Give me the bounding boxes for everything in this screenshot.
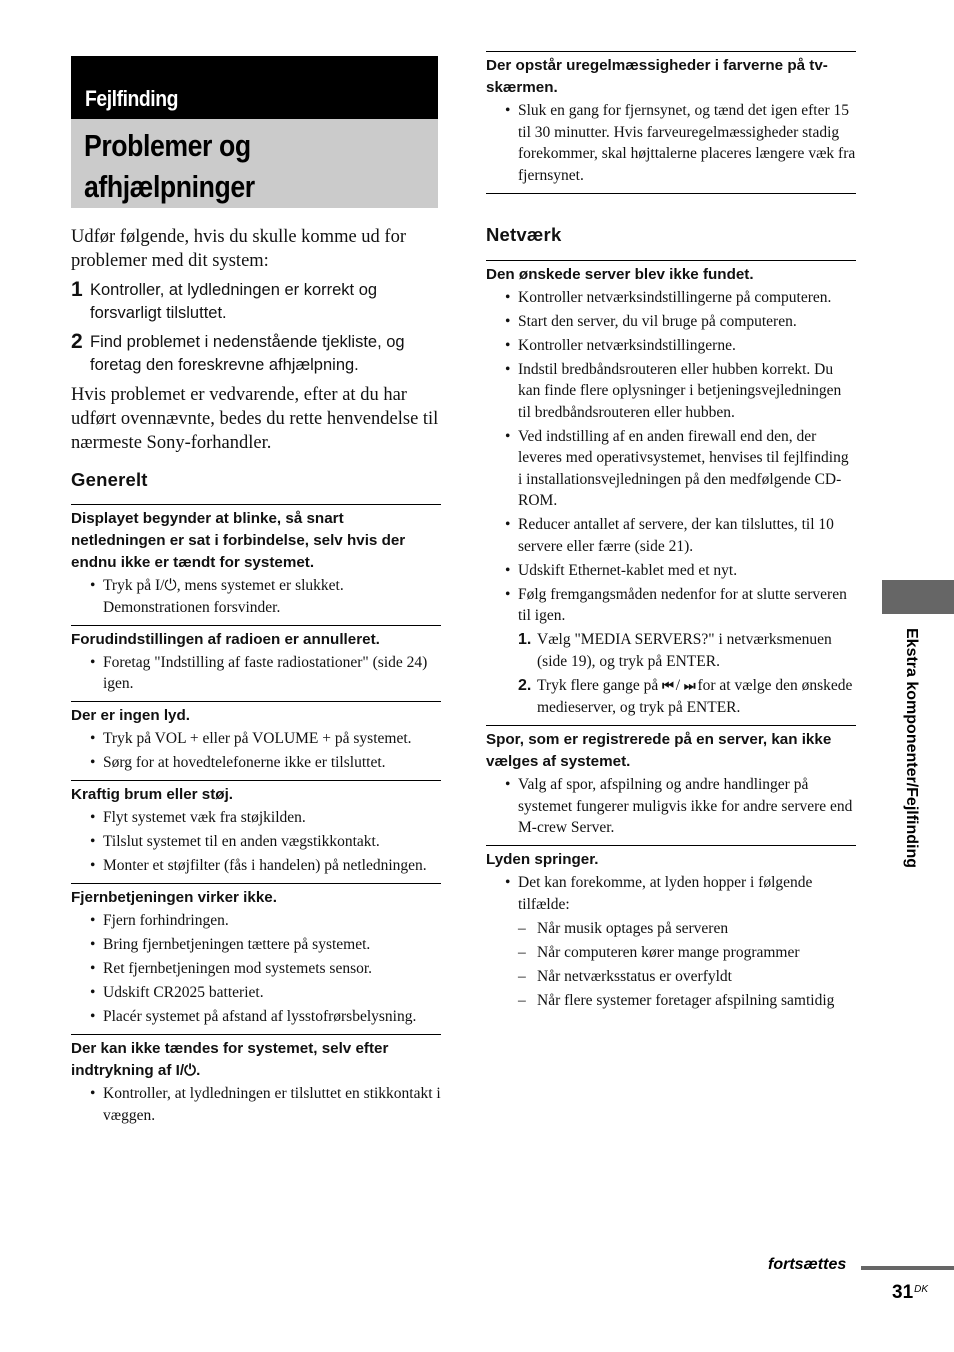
solution-item: • Tilslut systemet til en anden vægstikkontakt. <box>71 831 441 853</box>
solution-item: • Udskift CR2025 batteriet. <box>71 982 441 1004</box>
problem-title: Den ønskede server blev ikke fundet. <box>486 265 754 283</box>
problem-title: Kraftig brum eller støj. <box>71 786 234 803</box>
left-column <box>71 225 441 1133</box>
solution-item: • Placér systemet på afstand af lysstofrørsbelysning. <box>71 1006 441 1028</box>
problem-item <box>71 701 441 780</box>
problem-title: Spor, som er registrerede på en server, kan ikke vælges af systemet. <box>486 731 832 770</box>
continued-label: fortsættes <box>768 1256 847 1273</box>
section-label: Fejlfinding <box>85 86 179 111</box>
page-title <box>71 119 438 208</box>
solution-item: • Udskift Ethernet-kablet med et nyt. <box>486 560 856 582</box>
case-item: – Når netværksstatus er overfyldt <box>486 966 856 988</box>
problem-title: Displayet begynder at blinke, så snart netledningen er sat i forbindelse, selv hvis der endnu ikke er tændt for systemet. <box>71 510 406 571</box>
problem-title: Der kan ikke tændes for systemet, selv efter indtrykning af I/⏻. <box>71 1040 389 1079</box>
solution-item: • Kontroller netværksindstillingerne på computeren. <box>486 287 856 309</box>
page-number <box>892 1282 928 1304</box>
section-heading-netvaerk: Netværk <box>486 223 562 245</box>
section-heading-generelt: Generelt <box>71 469 148 490</box>
page-number-value: 31 <box>892 1282 914 1303</box>
step-number: 2 <box>71 330 83 353</box>
previous-track-icon: ⏮ <box>662 678 672 694</box>
section-label-bar <box>71 56 438 119</box>
solution-item: • Start den server, du vil bruge på computeren. <box>486 311 856 333</box>
after-text: Hvis problemet er vedvarende, efter at du har udført ovennævnte, bedes du rette henvendelse til nærmeste Sony-forhandler. <box>71 385 439 453</box>
problem-item <box>486 260 856 726</box>
page-suffix: DK <box>914 1284 929 1295</box>
title-block <box>71 56 438 208</box>
solution-item: • Kontroller, at lydledningen er tilsluttet en stikkontakt i væggen. <box>71 1083 441 1126</box>
solution-item: • Tryk på VOL + eller på VOLUME + på systemet. <box>71 728 441 750</box>
procedure-step: 2. Tryk flere gange på ⏮ / ⏭ for at vælge den ønskede medieserver, og tryk på ENTER. <box>518 676 853 716</box>
right-column <box>486 51 856 1018</box>
solution-item: • Indstil bredbåndsrouteren eller hubben korrekt. Du kan finde flere oplysninger i betjeningsvejledningen til bredbåndsrouteren eller hubben. <box>486 359 856 424</box>
step-text-before: Tryk flere gange på <box>537 676 663 694</box>
case-item: – Når musik optages på serveren <box>486 918 856 940</box>
problem-title: Forudindstillingen af radioen er annulleret. <box>71 630 380 648</box>
intro-text: Udfør følgende, hvis du skulle komme ud for problemer med dit system: <box>71 227 406 271</box>
step-number: 1. <box>518 631 532 648</box>
continued-bar <box>861 1266 954 1270</box>
problem-title: Fjernbetjeningen virker ikke. <box>71 889 277 906</box>
step-text: Find problemet i nedenstående tjekliste, og foretag den foreskrevne afhjælpning. <box>90 333 405 374</box>
solution-item: • Følg fremgangsmåden nedenfor for at slutte serveren til igen. <box>486 584 856 627</box>
problem-item <box>486 725 856 845</box>
problem-title: Der er ingen lyd. <box>71 707 191 724</box>
step-number: 1 <box>71 278 83 301</box>
step-text: Vælg "MEDIA SERVERS?" i netværksmenuen (side 19), og tryk på ENTER. <box>537 631 832 670</box>
solution-item: • Sørg for at hovedtelefonerne ikke er tilsluttet. <box>71 752 441 774</box>
solution-item: • Ret fjernbetjeningen mod systemets sensor. <box>71 958 441 980</box>
problem-title: Lyden springer. <box>486 851 599 868</box>
problem-item <box>71 625 441 702</box>
solution-item: • Sluk en gang for fjernsynet, og tænd det igen efter 15 til 30 minutter. Hvis farveuregelmæssigheder stadig forekommer, skal højttalerne placeres længere væk fra fjernsynet. <box>486 100 856 186</box>
step-number: 2. <box>518 676 532 694</box>
problem-item <box>486 51 856 193</box>
chapter-label: Ekstra komponenter/Fejlfinding <box>903 628 920 869</box>
problem-item <box>71 883 441 1034</box>
divider <box>486 193 856 194</box>
solution-item: • Foretag "Indstilling af faste radiostationer" (side 24) igen. <box>71 652 441 695</box>
page-title-line1: Problemer og <box>84 128 251 163</box>
procedure-step <box>486 629 856 672</box>
solution-item: • Bring fjernbetjeningen tættere på systemet. <box>71 934 441 956</box>
solution-item: • Monter et støjfilter (fås i handelen) på netledningen. <box>71 855 441 877</box>
step-text-after: for at vælge den ønskede medieserver, og tryk på ENTER. <box>537 676 853 716</box>
problem-item <box>486 845 856 1018</box>
problem-item <box>71 780 441 883</box>
intro-step <box>71 331 441 377</box>
case-item: – Når computeren kører mange programmer <box>486 942 856 964</box>
next-track-icon: ⏭ <box>683 678 694 694</box>
page-title-line2: afhjælpninger <box>84 169 255 204</box>
solution-item: • Reducer antallet af servere, der kan tilsluttes, til 10 servere eller færre (side 21). <box>486 514 856 557</box>
solution-item: • Kontroller netværksindstillingerne. <box>486 335 856 357</box>
solution-item: • Ved indstilling af en anden firewall end den, der leveres med operativsystemet, henvises til fejlfinding i installationsvejledningen på den medfølgende CD-ROM. <box>486 426 856 512</box>
problem-item <box>71 1034 441 1133</box>
solution-item: • Tryk på I/⏻, mens systemet er slukket. Demonstrationen forsvinder. <box>71 575 441 618</box>
case-item: – Når flere systemer foretager afspilning samtidig <box>486 990 856 1012</box>
problem-title: Der opstår uregelmæssigheder i farverne på tv-skærmen. <box>486 57 828 96</box>
solution-item: • Det kan forekomme, at lyden hopper i følgende tilfælde: <box>486 872 856 915</box>
intro-step <box>71 279 441 325</box>
solution-item: • Valg af spor, afspilning og andre handlinger på systemet fungerer muligvis ikke for andre servere end M-crew Server. <box>486 774 856 839</box>
solution-item: • Fjern forhindringen. <box>71 910 441 932</box>
step-text: Kontroller, at lydledningen er korrekt og forsvarligt tilsluttet. <box>90 281 378 322</box>
solution-item: • Flyt systemet væk fra støjkilden. <box>71 807 441 829</box>
problem-item <box>71 504 441 625</box>
chapter-tab <box>882 580 954 614</box>
